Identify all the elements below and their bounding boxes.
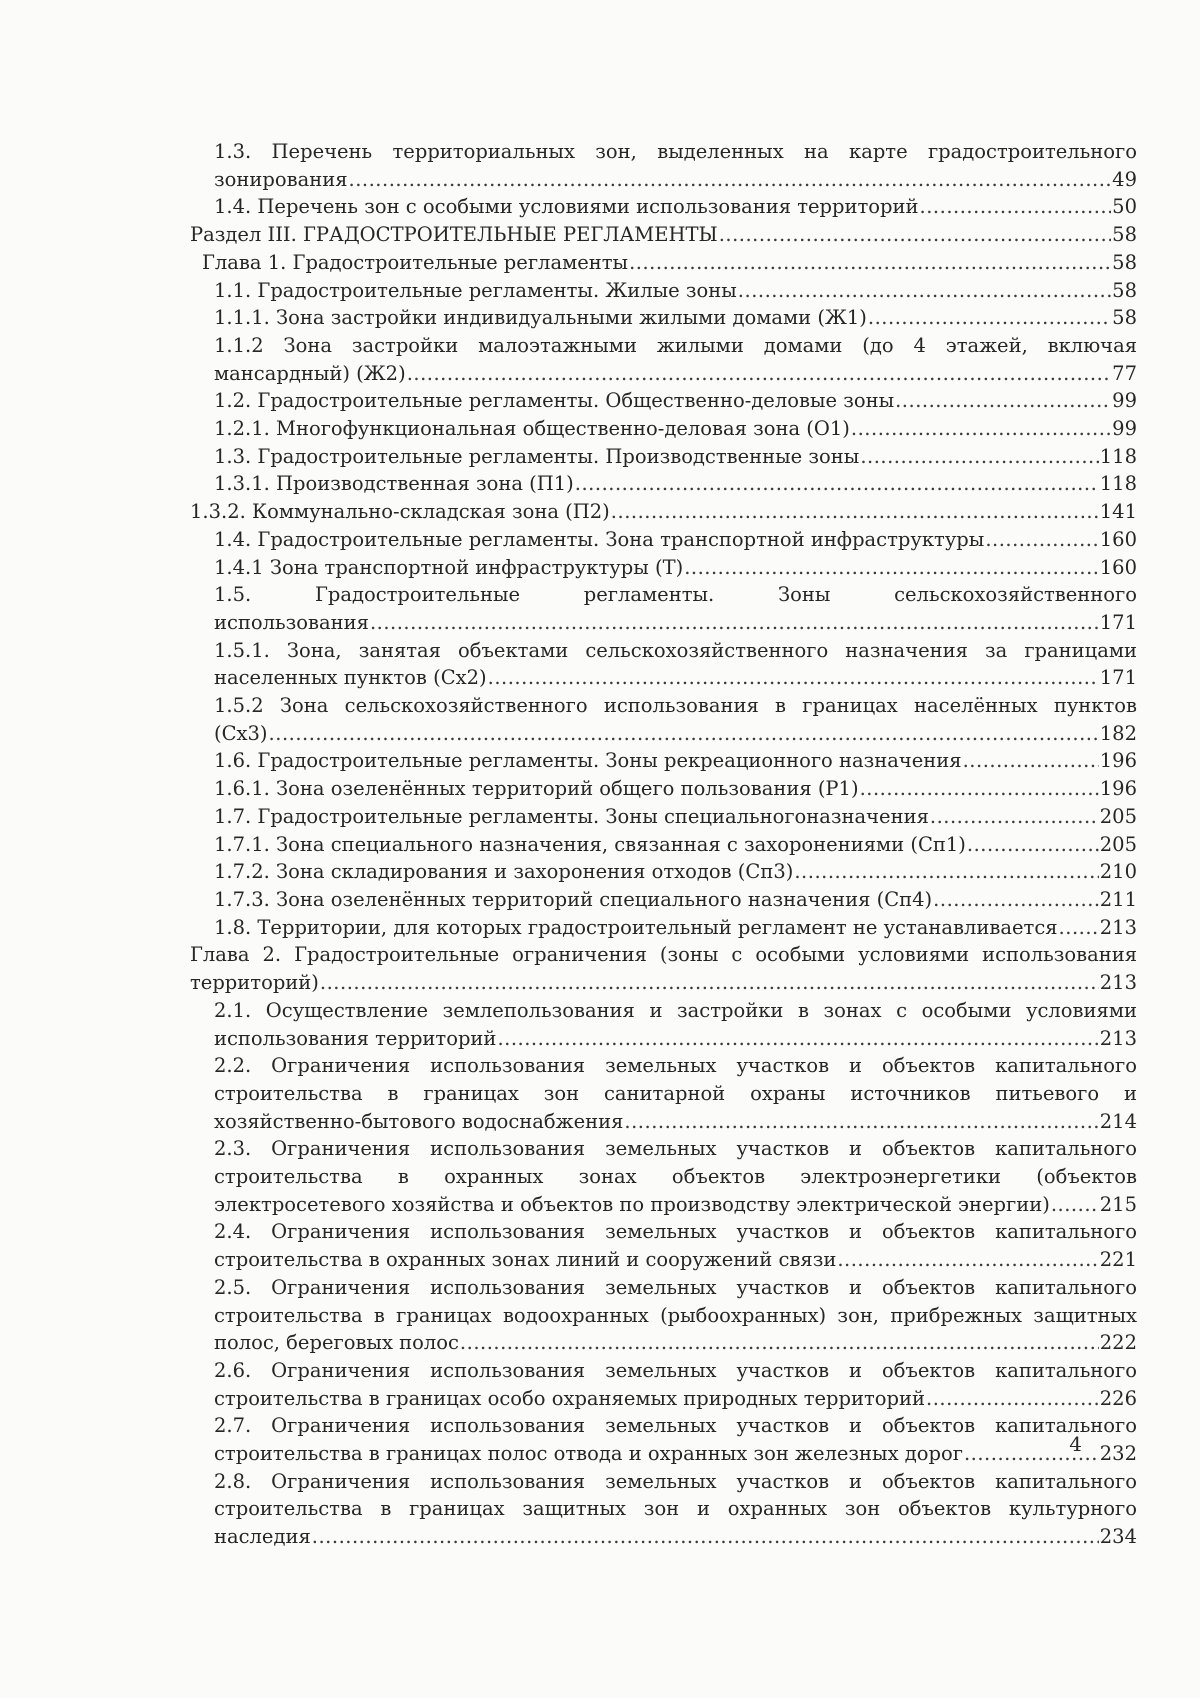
toc-entry[interactable] [190,692,1137,747]
toc-entry-title: 1.7.1. Зона специального назначения, связанная с захоронениями (Сп1) [214,832,966,856]
toc-entry[interactable] [190,249,1137,277]
toc-entry[interactable] [190,858,1137,886]
toc-page-number: 49 [1112,167,1137,191]
toc-entry[interactable] [190,775,1137,803]
toc-entry-title: хозяйственно-бытового водоснабжения [214,1109,624,1133]
toc-page-number: 58 [1112,306,1137,330]
toc-page-number: 99 [1112,417,1137,441]
toc-entry-title: (Сх3) [214,721,268,745]
toc-page-number: 58 [1112,250,1137,274]
dot-leader [868,304,1111,332]
toc-entry[interactable] [190,332,1137,387]
dot-leader [967,831,1099,859]
toc-entry-title: строительства в границах особо охраняемых природных территорий [214,1386,925,1410]
toc-entry[interactable] [190,1135,1137,1218]
toc-entry[interactable] [190,886,1137,914]
toc-entry-title: использования [214,610,369,634]
toc-entry[interactable] [190,637,1137,692]
dot-leader [312,1523,1099,1551]
toc-entry-title: строительства в границах защитных зон и охранных зон объектов культурного [214,1497,1137,1521]
dot-leader [269,720,1099,748]
dot-leader [895,387,1111,415]
page-number: 4 [1069,1432,1082,1456]
toc-entry-title: строительства в охранных зонах линий и сооружений связи [214,1248,837,1272]
toc-entry[interactable] [190,997,1137,1052]
toc-entry-title: 1.3. Градостроительные регламенты. Производственные зоны [214,444,860,468]
toc-entry-title: 1.3.2. Коммунально-складская зона (П2) [190,500,610,524]
toc-entry[interactable] [190,831,1137,859]
toc-page-number: 213 [1099,915,1137,939]
toc-entry-title: Глава 1. Градостроительные регламенты [202,250,629,274]
toc-page-number: 77 [1112,361,1137,385]
toc-page-number: 171 [1099,610,1137,634]
dot-leader [320,969,1099,997]
toc-page-number: 232 [1099,1442,1137,1466]
toc-entry-title: 1.1.1. Зона застройки индивидуальными жилыми домами (Ж1) [214,306,867,330]
dot-leader [488,664,1099,692]
toc-entry-title: 1.4.1 Зона транспортной инфраструктуры (Т) [214,555,684,579]
toc-entry-title: 1.4. Градостроительные регламенты. Зона транспортной инфраструктуры [214,527,985,551]
toc-entry-title: Глава 2. Градостроительные ограничения (зоны с особыми условиями использования [190,943,1137,967]
toc-entry[interactable] [190,747,1137,775]
toc-entry-title: населенных пунктов (Сх2) [214,666,487,690]
toc-entry-title: 1.1. Градостроительные регламенты. Жилые зоны [214,278,737,302]
toc-entry[interactable] [190,914,1137,942]
toc-entry[interactable] [190,554,1137,582]
toc-entry[interactable] [190,221,1137,249]
toc-page-number: 58 [1112,223,1137,247]
dot-leader [1059,914,1099,942]
dot-leader [497,1025,1098,1053]
dot-leader [926,1385,1099,1413]
dot-leader [837,1246,1098,1274]
dot-leader [629,249,1111,277]
toc-page-number: 196 [1099,749,1137,773]
toc-page-number: 182 [1099,721,1137,745]
toc-entry[interactable] [190,581,1137,636]
dot-leader [860,443,1098,471]
toc-entry[interactable] [190,470,1137,498]
toc-page-number: 160 [1099,527,1137,551]
dot-leader [920,193,1112,221]
toc-page-number: 99 [1112,389,1137,413]
toc-entry-title: строительства в границах зон санитарной охраны источников питьевого и [214,1081,1137,1105]
toc-entry-title: 2.1. Осуществление землепользования и застройки в зонах с особыми условиями [214,998,1137,1022]
dot-leader [963,747,1099,775]
toc-entry-title: 1.7.3. Зона озеленённых территорий специального назначения (Сп4) [214,887,933,911]
dot-leader [1051,1191,1099,1219]
dot-leader [860,775,1099,803]
toc-page-number: 214 [1099,1109,1137,1133]
toc-entry[interactable] [190,193,1137,221]
toc-page-number: 215 [1099,1192,1137,1216]
toc-entry[interactable] [190,803,1137,831]
toc-entry-title: 1.8. Территории, для которых градостроительный регламент не устанавливается [214,915,1058,939]
toc-entry[interactable] [190,1052,1137,1135]
toc-entry-title: Раздел III. ГРАДОСТРОИТЕЛЬНЫЕ РЕГЛАМЕНТЫ [190,223,718,247]
toc-entry-title: мансардный) (Ж2) [214,361,406,385]
toc-entry-title: использования территорий [214,1026,497,1050]
toc-entry-title: строительства в охранных зонах объектов электроэнергетики (объектов [214,1165,1137,1189]
dot-leader [684,554,1099,582]
toc-page-number: 118 [1099,444,1137,468]
toc-entry-title: 1.4. Перечень зон с особыми условиями использования территорий [214,195,919,219]
toc-entry[interactable] [190,1357,1137,1412]
dot-leader [933,886,1099,914]
toc-entry-title: 1.6. Градостроительные регламенты. Зоны рекреационного назначения [214,749,962,773]
toc-entry-title: 1.2.1. Многофункциональная общественно-деловая зона (О1) [214,417,850,441]
toc-entry-title: 1.5. Градостроительные регламенты. Зоны сельскохозяйственного [214,583,1137,607]
toc-entry[interactable] [190,941,1137,996]
toc-entry[interactable] [190,1468,1137,1551]
toc-entry-title: 1.3. Перечень территориальных зон, выделенных на карте градостроительного [214,140,1137,163]
toc-page-number: 205 [1099,804,1137,828]
table-of-contents [190,138,1137,1551]
toc-entry[interactable] [190,1218,1137,1273]
toc-entry-title: 2.5. Ограничения использования земельных участков и объектов капитального [214,1275,1137,1299]
toc-entry-title: 2.4. Ограничения использования земельных участков и объектов капитального [214,1220,1137,1244]
toc-page-number: 226 [1099,1386,1137,1410]
toc-page-number: 213 [1099,1026,1137,1050]
toc-page-number: 196 [1099,777,1137,801]
toc-entry-title: 2.7. Ограничения использования земельных участков и объектов капитального [214,1414,1137,1438]
toc-page-number: 58 [1112,278,1137,302]
toc-entry-title: строительства в границах полос отвода и охранных зон железных дорог [214,1442,963,1466]
toc-page-number: 213 [1099,971,1137,995]
toc-entry[interactable] [190,415,1137,443]
toc-entry-title: строительства в границах водоохранных (рыбоохранных) зон, прибрежных защитных [214,1303,1137,1327]
dot-leader [794,858,1098,886]
toc-entry[interactable] [190,138,1137,193]
toc-entry-title: 2.8. Ограничения использования земельных участков и объектов капитального [214,1469,1137,1493]
toc-page-number: 50 [1112,195,1137,219]
toc-entry-title: 1.1.2 Зона застройки малоэтажными жилыми домами (до 4 этажей, включая [214,333,1137,357]
toc-page-number: 222 [1099,1331,1137,1355]
toc-page-number: 211 [1099,887,1137,911]
toc-entry-title: 1.3.1. Производственная зона (П1) [214,472,574,496]
dot-leader [575,470,1099,498]
toc-entry[interactable] [190,1274,1137,1357]
toc-entry-title: 1.5.2 Зона сельскохозяйственного использования в границах населённых пунктов [214,694,1137,718]
toc-page-number: 234 [1099,1525,1137,1549]
toc-entry-title: 2.2. Ограничения использования земельных участков и объектов капитального [214,1054,1137,1078]
toc-entry-title: 1.6.1. Зона озеленённых территорий общего пользования (Р1) [214,777,859,801]
toc-entry[interactable] [190,387,1137,415]
dot-leader [370,609,1099,637]
dot-leader [851,415,1111,443]
toc-entry[interactable] [190,1412,1137,1467]
dot-leader [738,277,1111,305]
toc-entry-title: полос, береговых полос [214,1331,459,1355]
toc-entry-title: 1.5.1. Зона, занятая объектами сельскохозяйственного назначения за границами [214,638,1137,662]
toc-entry[interactable] [190,304,1137,332]
toc-page-number: 160 [1099,555,1137,579]
toc-page-number: 118 [1099,472,1137,496]
dot-leader [407,360,1111,388]
dot-leader [460,1329,1099,1357]
toc-entry-title: 1.7.2. Зона складирования и захоронения отходов (Сп3) [214,860,794,884]
toc-entry-title: 2.6. Ограничения использования земельных участков и объектов капитального [214,1358,1137,1382]
dot-leader [624,1108,1098,1136]
toc-entry[interactable] [190,526,1137,554]
toc-entry-title: территорий) [190,971,319,995]
dot-leader [930,803,1099,831]
toc-page-number: 141 [1099,500,1137,524]
toc-entry[interactable] [190,443,1137,471]
dot-leader [611,498,1099,526]
toc-page-number: 205 [1099,832,1137,856]
toc-entry-title: наследия [214,1525,311,1549]
dot-leader [719,221,1111,249]
toc-entry-title: 1.2. Градостроительные регламенты. Общественно-деловые зоны [214,389,895,413]
toc-page-number: 221 [1099,1248,1137,1272]
dot-leader [985,526,1098,554]
toc-entry-title: электросетевого хозяйства и объектов по производству электрической энергии) [214,1192,1050,1216]
toc-page-number: 171 [1099,666,1137,690]
toc-entry-title: 1.7. Градостроительные регламенты. Зоны специальногоназначения [214,804,929,828]
toc-entry-title: 2.3. Ограничения использования земельных участков и объектов капитального [214,1137,1137,1161]
dot-leader [349,166,1112,194]
toc-page-number: 210 [1099,860,1137,884]
toc-entry-title: зонирования [214,167,348,191]
toc-entry[interactable] [190,498,1137,526]
toc-entry[interactable] [190,277,1137,305]
